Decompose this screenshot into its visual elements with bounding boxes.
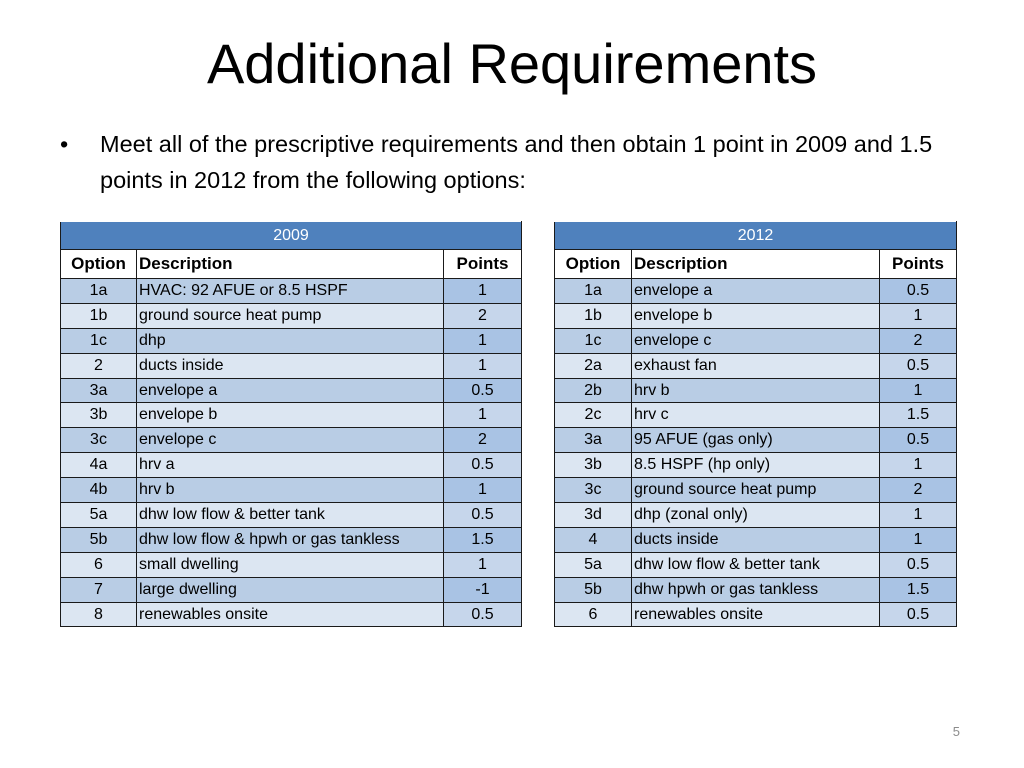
points-cell: 1.5 [444, 527, 522, 552]
points-cell: 1 [880, 503, 957, 528]
description-cell: hrv a [137, 453, 444, 478]
points-cell: 0.5 [444, 378, 522, 403]
table-row [555, 328, 957, 353]
option-cell: 4a [61, 453, 137, 478]
description-cell: 95 AFUE (gas only) [632, 428, 880, 453]
option-cell: 1b [555, 303, 632, 328]
points-cell: 0.5 [880, 279, 957, 304]
options-table-2009 [60, 221, 522, 627]
option-cell: 1a [61, 279, 137, 304]
points-cell: 2 [444, 428, 522, 453]
option-cell: 2c [555, 403, 632, 428]
table-row [61, 503, 522, 528]
table-year-header: 2009 [61, 222, 522, 250]
options-table-2012 [554, 221, 957, 627]
bullet-marker: • [60, 131, 69, 157]
description-cell: envelope a [632, 279, 880, 304]
table-row [555, 552, 957, 577]
option-cell: 3a [61, 378, 137, 403]
description-cell: envelope c [137, 428, 444, 453]
description-cell: envelope b [137, 403, 444, 428]
table-row [61, 328, 522, 353]
table-row [61, 279, 522, 304]
description-cell: hrv b [137, 478, 444, 503]
points-cell: 0.5 [880, 428, 957, 453]
description-cell: ducts inside [632, 527, 880, 552]
option-cell: 5a [61, 503, 137, 528]
option-cell: 1c [61, 328, 137, 353]
column-header-points: Points [444, 250, 522, 279]
table-row [555, 428, 957, 453]
option-cell: 3a [555, 428, 632, 453]
table-row [555, 403, 957, 428]
option-cell: 5b [555, 577, 632, 602]
table-row [61, 577, 522, 602]
description-cell: HVAC: 92 AFUE or 8.5 HSPF [137, 279, 444, 304]
points-cell: 1.5 [880, 577, 957, 602]
table-row [555, 527, 957, 552]
option-cell: 1c [555, 328, 632, 353]
table-row [555, 279, 957, 304]
option-cell: 1b [61, 303, 137, 328]
points-cell: 1 [880, 527, 957, 552]
points-cell: 1 [880, 303, 957, 328]
option-cell: 4b [61, 478, 137, 503]
points-cell: 2 [880, 478, 957, 503]
description-cell: renewables onsite [137, 602, 444, 627]
points-cell: 1.5 [880, 403, 957, 428]
points-cell: 2 [880, 328, 957, 353]
points-cell: 0.5 [444, 602, 522, 627]
table-row [61, 378, 522, 403]
table-row [555, 303, 957, 328]
description-cell: large dwelling [137, 577, 444, 602]
description-cell: dhw low flow & hpwh or gas tankless [137, 527, 444, 552]
points-cell: 2 [444, 303, 522, 328]
description-cell: dhw low flow & better tank [137, 503, 444, 528]
table-row [61, 428, 522, 453]
description-cell: ground source heat pump [137, 303, 444, 328]
description-cell: renewables onsite [632, 602, 880, 627]
option-cell: 2b [555, 378, 632, 403]
description-cell: exhaust fan [632, 353, 880, 378]
table-row [555, 503, 957, 528]
points-cell: 1 [444, 478, 522, 503]
description-cell: envelope b [632, 303, 880, 328]
points-cell: 1 [444, 353, 522, 378]
option-cell: 3c [61, 428, 137, 453]
description-cell: dhp [137, 328, 444, 353]
option-cell: 1a [555, 279, 632, 304]
description-cell: hrv b [632, 378, 880, 403]
table-year-header: 2012 [555, 222, 957, 250]
table-row [555, 353, 957, 378]
description-cell: ducts inside [137, 353, 444, 378]
option-cell: 4 [555, 527, 632, 552]
table-row [61, 478, 522, 503]
option-cell: 2a [555, 353, 632, 378]
table-row [61, 552, 522, 577]
table-row [555, 378, 957, 403]
points-cell: 1 [444, 279, 522, 304]
description-cell: ground source heat pump [632, 478, 880, 503]
page-number: 5 [952, 724, 960, 739]
points-cell: 1 [880, 453, 957, 478]
option-cell: 3c [555, 478, 632, 503]
column-header-points: Points [880, 250, 957, 279]
column-header-description: Description [632, 250, 880, 279]
option-cell: 3b [61, 403, 137, 428]
option-cell: 8 [61, 602, 137, 627]
option-cell: 3d [555, 503, 632, 528]
table-row [555, 577, 957, 602]
points-cell: 0.5 [444, 503, 522, 528]
points-cell: 1 [444, 403, 522, 428]
table-row [61, 353, 522, 378]
option-cell: 6 [61, 552, 137, 577]
column-header-option: Option [61, 250, 137, 279]
table-row [61, 453, 522, 478]
points-cell: 0.5 [880, 602, 957, 627]
slide-title: Additional Requirements [206, 32, 818, 95]
points-cell: 1 [444, 552, 522, 577]
points-cell: 0.5 [444, 453, 522, 478]
points-cell: 0.5 [880, 552, 957, 577]
points-cell: 0.5 [880, 353, 957, 378]
option-cell: 6 [555, 602, 632, 627]
description-cell: dhp (zonal only) [632, 503, 880, 528]
description-cell: dhw low flow & better tank [632, 552, 880, 577]
column-header-option: Option [555, 250, 632, 279]
bullet-text: Meet all of the prescriptive requirements and then obtain 1 point in 2009 and 1.5 points in 2012 from the following options: [100, 131, 933, 193]
description-cell: dhw hpwh or gas tankless [632, 577, 880, 602]
description-cell: envelope c [632, 328, 880, 353]
table-row [555, 453, 957, 478]
points-cell: -1 [444, 577, 522, 602]
option-cell: 3b [555, 453, 632, 478]
description-cell: envelope a [137, 378, 444, 403]
description-cell: hrv c [632, 403, 880, 428]
description-cell: 8.5 HSPF (hp only) [632, 453, 880, 478]
option-cell: 5a [555, 552, 632, 577]
table-row [61, 403, 522, 428]
points-cell: 1 [444, 328, 522, 353]
table-row [61, 303, 522, 328]
table-row [555, 602, 957, 627]
option-cell: 2 [61, 353, 137, 378]
description-cell: small dwelling [137, 552, 444, 577]
points-cell: 1 [880, 378, 957, 403]
table-row [555, 478, 957, 503]
table-row [61, 527, 522, 552]
column-header-description: Description [137, 250, 444, 279]
option-cell: 5b [61, 527, 137, 552]
table-row [61, 602, 522, 627]
option-cell: 7 [61, 577, 137, 602]
